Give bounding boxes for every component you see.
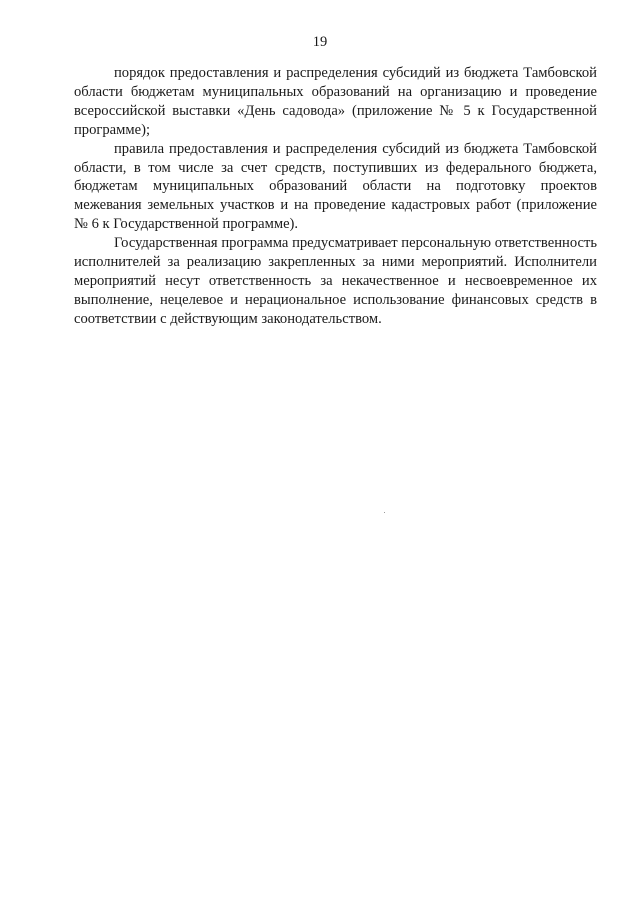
paragraph-appendix-5: порядок предоставления и распределения субсидий из бюджета Тамбовской области бюджетам муниципальных образований на организацию и проведение всероссийской выставки «День садовода» (приложение № 5 к Государственной программе); <box>74 65 597 138</box>
document-body <box>74 64 597 329</box>
paragraph-appendix-6: правила предоставления и распределения субсидий из бюджета Тамбовской области, в том числе за счет средств, поступивших из федерального бюджета, бюджетам муниципальных образований области на подготовку проектов межевания земельных участков и на проведение кадастровых работ (приложение № 6 к Государственной программе). <box>74 140 597 233</box>
page-number: 19 <box>312 34 328 50</box>
scan-speck <box>384 512 385 513</box>
paragraph-responsibility: Государственная программа предусматривает персональную ответственность исполнителей за реализацию закрепленных за ними мероприятий. Исполнители мероприятий несут ответственность за некачественное и несвоевременное их выполнение, нецелевое и нерациональное использование финансовых средств в соответствии с действующим законодательством. <box>74 235 597 327</box>
